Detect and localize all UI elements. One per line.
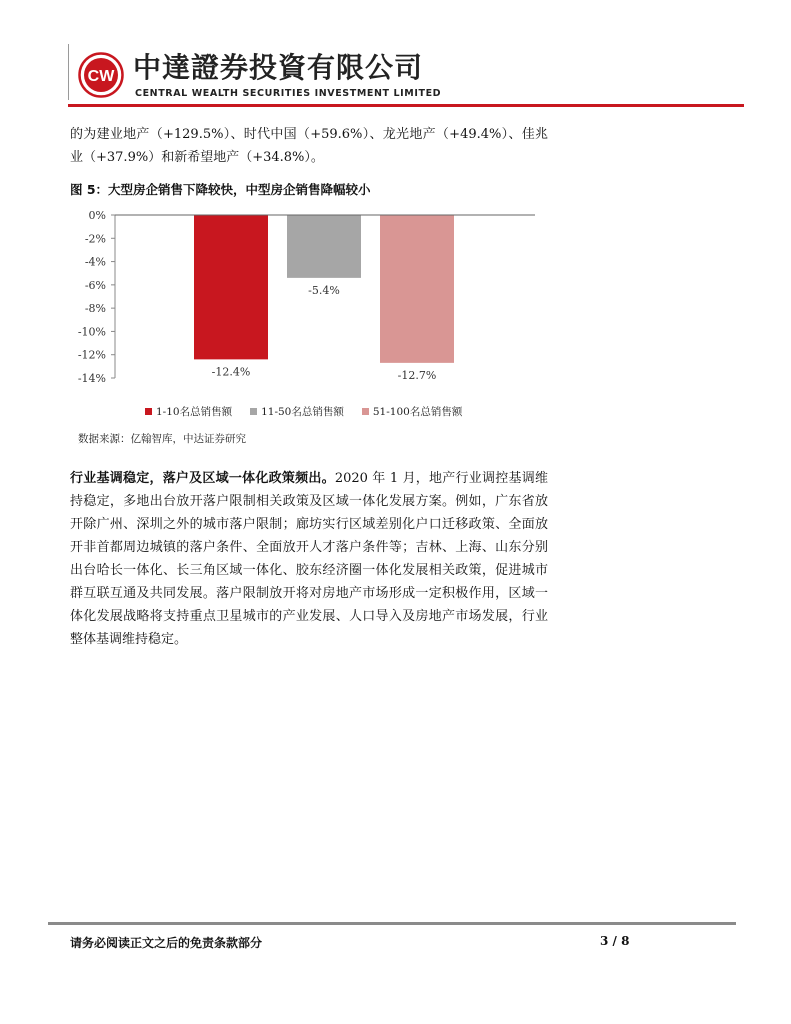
y-tick-label: -6% bbox=[84, 278, 106, 292]
company-logo bbox=[78, 52, 124, 98]
legend-swatch bbox=[362, 408, 369, 415]
company-name-cn: 中達證券投資有限公司 bbox=[133, 51, 424, 84]
policy-body: 2020 年 1 月，地产行业调控基调维持稳定，多地出台放开落户限制相关政策及区域一体化发展方案。例如，广东省放开除广州、深圳之外的城市落户限制；廊坊实行区域差别化户口迁移政策、全面放开非首都周边城镇的落户条件、全面放开人才落户条件等；吉林、上海、山东分别出台哈长一体化、长三角区域一体化、胶东经济圈一体化发展相关政策，促进城市群互联互通及共同发展。落户限制放开将对房地产市场形成一定积极作用，区域一体化发展战略将支持重点卫星城市的产业发展、人口导入及房地产市场发展，行业整体基调维持稳定。 bbox=[70, 471, 548, 647]
legend-label: 1-10名总销售额 bbox=[156, 406, 233, 418]
legend-label: 51-100名总销售额 bbox=[372, 406, 463, 418]
chart-legend bbox=[145, 404, 462, 419]
logo-text: CW bbox=[87, 68, 115, 85]
footer-disclaimer: 请务必阅读正文之后的免责条款部分 bbox=[70, 936, 263, 950]
bar bbox=[380, 215, 454, 363]
header-divider bbox=[68, 44, 69, 100]
bar-data-label: -12.7% bbox=[397, 368, 437, 382]
legend-swatch bbox=[145, 408, 152, 415]
legend-swatch bbox=[250, 408, 257, 415]
policy-paragraph bbox=[70, 467, 548, 651]
legend-label: 11-50名总销售额 bbox=[261, 406, 344, 418]
header-rule bbox=[68, 104, 744, 107]
legend-item bbox=[362, 404, 462, 419]
figure-title: 图 5：大型房企销售下降较快，中型房企销售降幅较小 bbox=[70, 182, 371, 197]
y-tick-label: -10% bbox=[77, 325, 106, 339]
legend-item bbox=[250, 404, 344, 419]
y-tick-label: -8% bbox=[84, 302, 106, 316]
company-name-en: CENTRAL WEALTH SECURITIES INVESTMENT LIMITED bbox=[135, 88, 442, 99]
page-number: 3 / 8 bbox=[600, 934, 630, 948]
y-tick-label: -14% bbox=[77, 372, 106, 385]
footer-rule bbox=[48, 922, 736, 925]
bar-chart bbox=[60, 200, 550, 390]
bar-data-label: -5.4% bbox=[308, 283, 340, 297]
bar bbox=[287, 215, 361, 278]
legend-item bbox=[145, 404, 232, 419]
bar bbox=[194, 215, 268, 359]
y-tick-label: -2% bbox=[84, 232, 106, 246]
y-tick-label: -12% bbox=[77, 348, 106, 362]
y-tick-label: -4% bbox=[84, 255, 106, 269]
intro-paragraph: 的为建业地产（+129.5%）、时代中国（+59.6%）、龙光地产（+49.4%）、佳兆业（+37.9%）和新希望地产（+34.8%）。 bbox=[70, 127, 548, 165]
figure-source: 数据来源：亿翰智库，中达证券研究 bbox=[78, 433, 246, 445]
y-tick-label: 0% bbox=[88, 209, 106, 222]
policy-lead: 行业基调稳定，落户及区域一体化政策频出。 bbox=[70, 471, 335, 486]
bar-data-label: -12.4% bbox=[211, 365, 251, 379]
